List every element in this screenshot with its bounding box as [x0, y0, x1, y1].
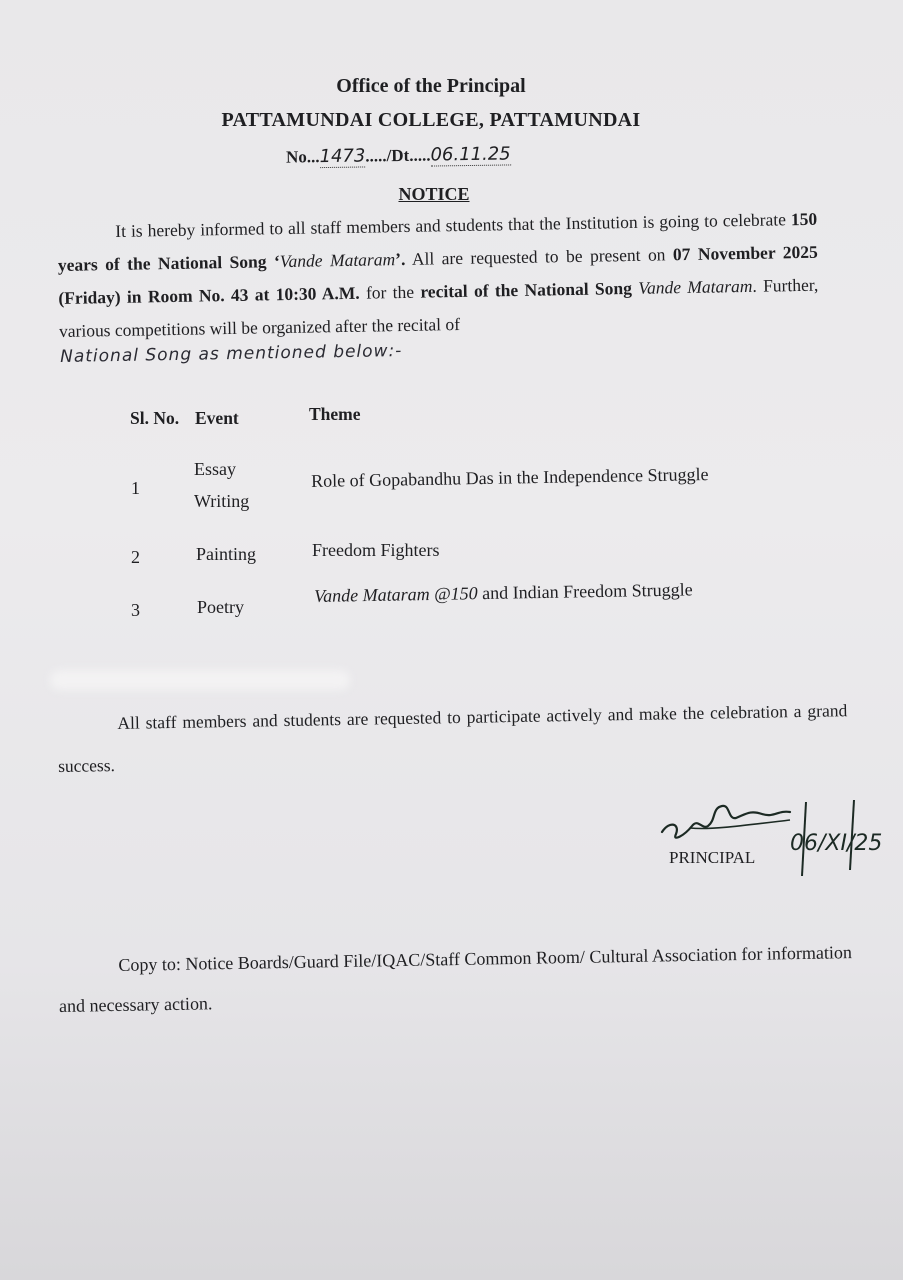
reference-line — [286, 143, 511, 167]
notice-paragraph — [57, 203, 819, 348]
row-3-sl: 3 — [131, 600, 140, 620]
p1-text-d: ’. — [394, 248, 406, 270]
notice-title: NOTICE — [398, 184, 470, 204]
handwritten-addendum: National Song as mentioned below:- — [60, 341, 403, 367]
p1-text-e: All are requested to be present on — [405, 244, 674, 269]
p1-text-b: 150 years of the National Song ‘ — [57, 208, 818, 275]
p1-text-g: for the — [359, 281, 421, 303]
closing-text: All staff members and students are requested to participate actively and make the celebration a grand success. — [57, 700, 848, 776]
ref-no-label: No... — [285, 147, 320, 167]
whiteout-smudge — [50, 670, 350, 690]
p1-event-datetime: 07 November 2025 (Friday) in Room No. 43 at 10:30 A.M. — [58, 241, 818, 308]
copy-to-text: Copy to: Notice Boards/Guard File/IQAC/Staff Common Room/ Cultural Association for information and necessary action. — [58, 942, 853, 1016]
row-2-event: Painting — [196, 544, 257, 564]
office-heading: Office of the Principal — [336, 75, 526, 97]
p1-text-k: . Further, various competitions will be organized after the recital of — [58, 274, 819, 341]
row-3-theme-song: Vande Mataram @150 — [314, 583, 478, 606]
row-1-theme: Role of Gopabandhu Das in the Independence Struggle — [311, 464, 709, 491]
principal-designation: PRINCIPAL — [669, 848, 756, 867]
row-3-theme-rest: and Indian Freedom Struggle — [477, 579, 693, 604]
p1-song-name: Vande Mataram — [279, 249, 396, 272]
row-2-theme: Freedom Fighters — [312, 540, 440, 560]
p1-text-h: recital of the National Song — [420, 277, 633, 302]
copy-to-paragraph — [58, 932, 869, 1026]
row-1-event-line1: Essay — [194, 459, 236, 479]
p1-text-a: It is hereby informed to all staff members and students that the Institution is going to celebrate — [115, 209, 792, 241]
college-name: PATTAMUNDAI COLLEGE, PATTAMUNDAI — [221, 109, 641, 131]
ref-date-label: ...../Dt..... — [365, 145, 431, 166]
row-3-theme — [314, 579, 693, 607]
ref-date-handwritten: 06.11.25 — [430, 143, 511, 166]
row-1-event-line2: Writing — [194, 491, 250, 511]
ref-no-handwritten: 1473 — [319, 145, 366, 168]
row-3-event: Poetry — [197, 597, 244, 617]
row-2-sl: 2 — [131, 547, 140, 567]
col-header-theme: Theme — [309, 404, 361, 424]
closing-paragraph — [57, 689, 848, 787]
signature-date: 06/XI/25 — [790, 831, 883, 856]
col-header-event: Event — [195, 408, 239, 428]
row-1-sl: 1 — [131, 478, 140, 498]
p1-song-name-2: Vande Mataram — [638, 275, 753, 298]
col-header-sl: Sl. No. — [130, 408, 180, 428]
